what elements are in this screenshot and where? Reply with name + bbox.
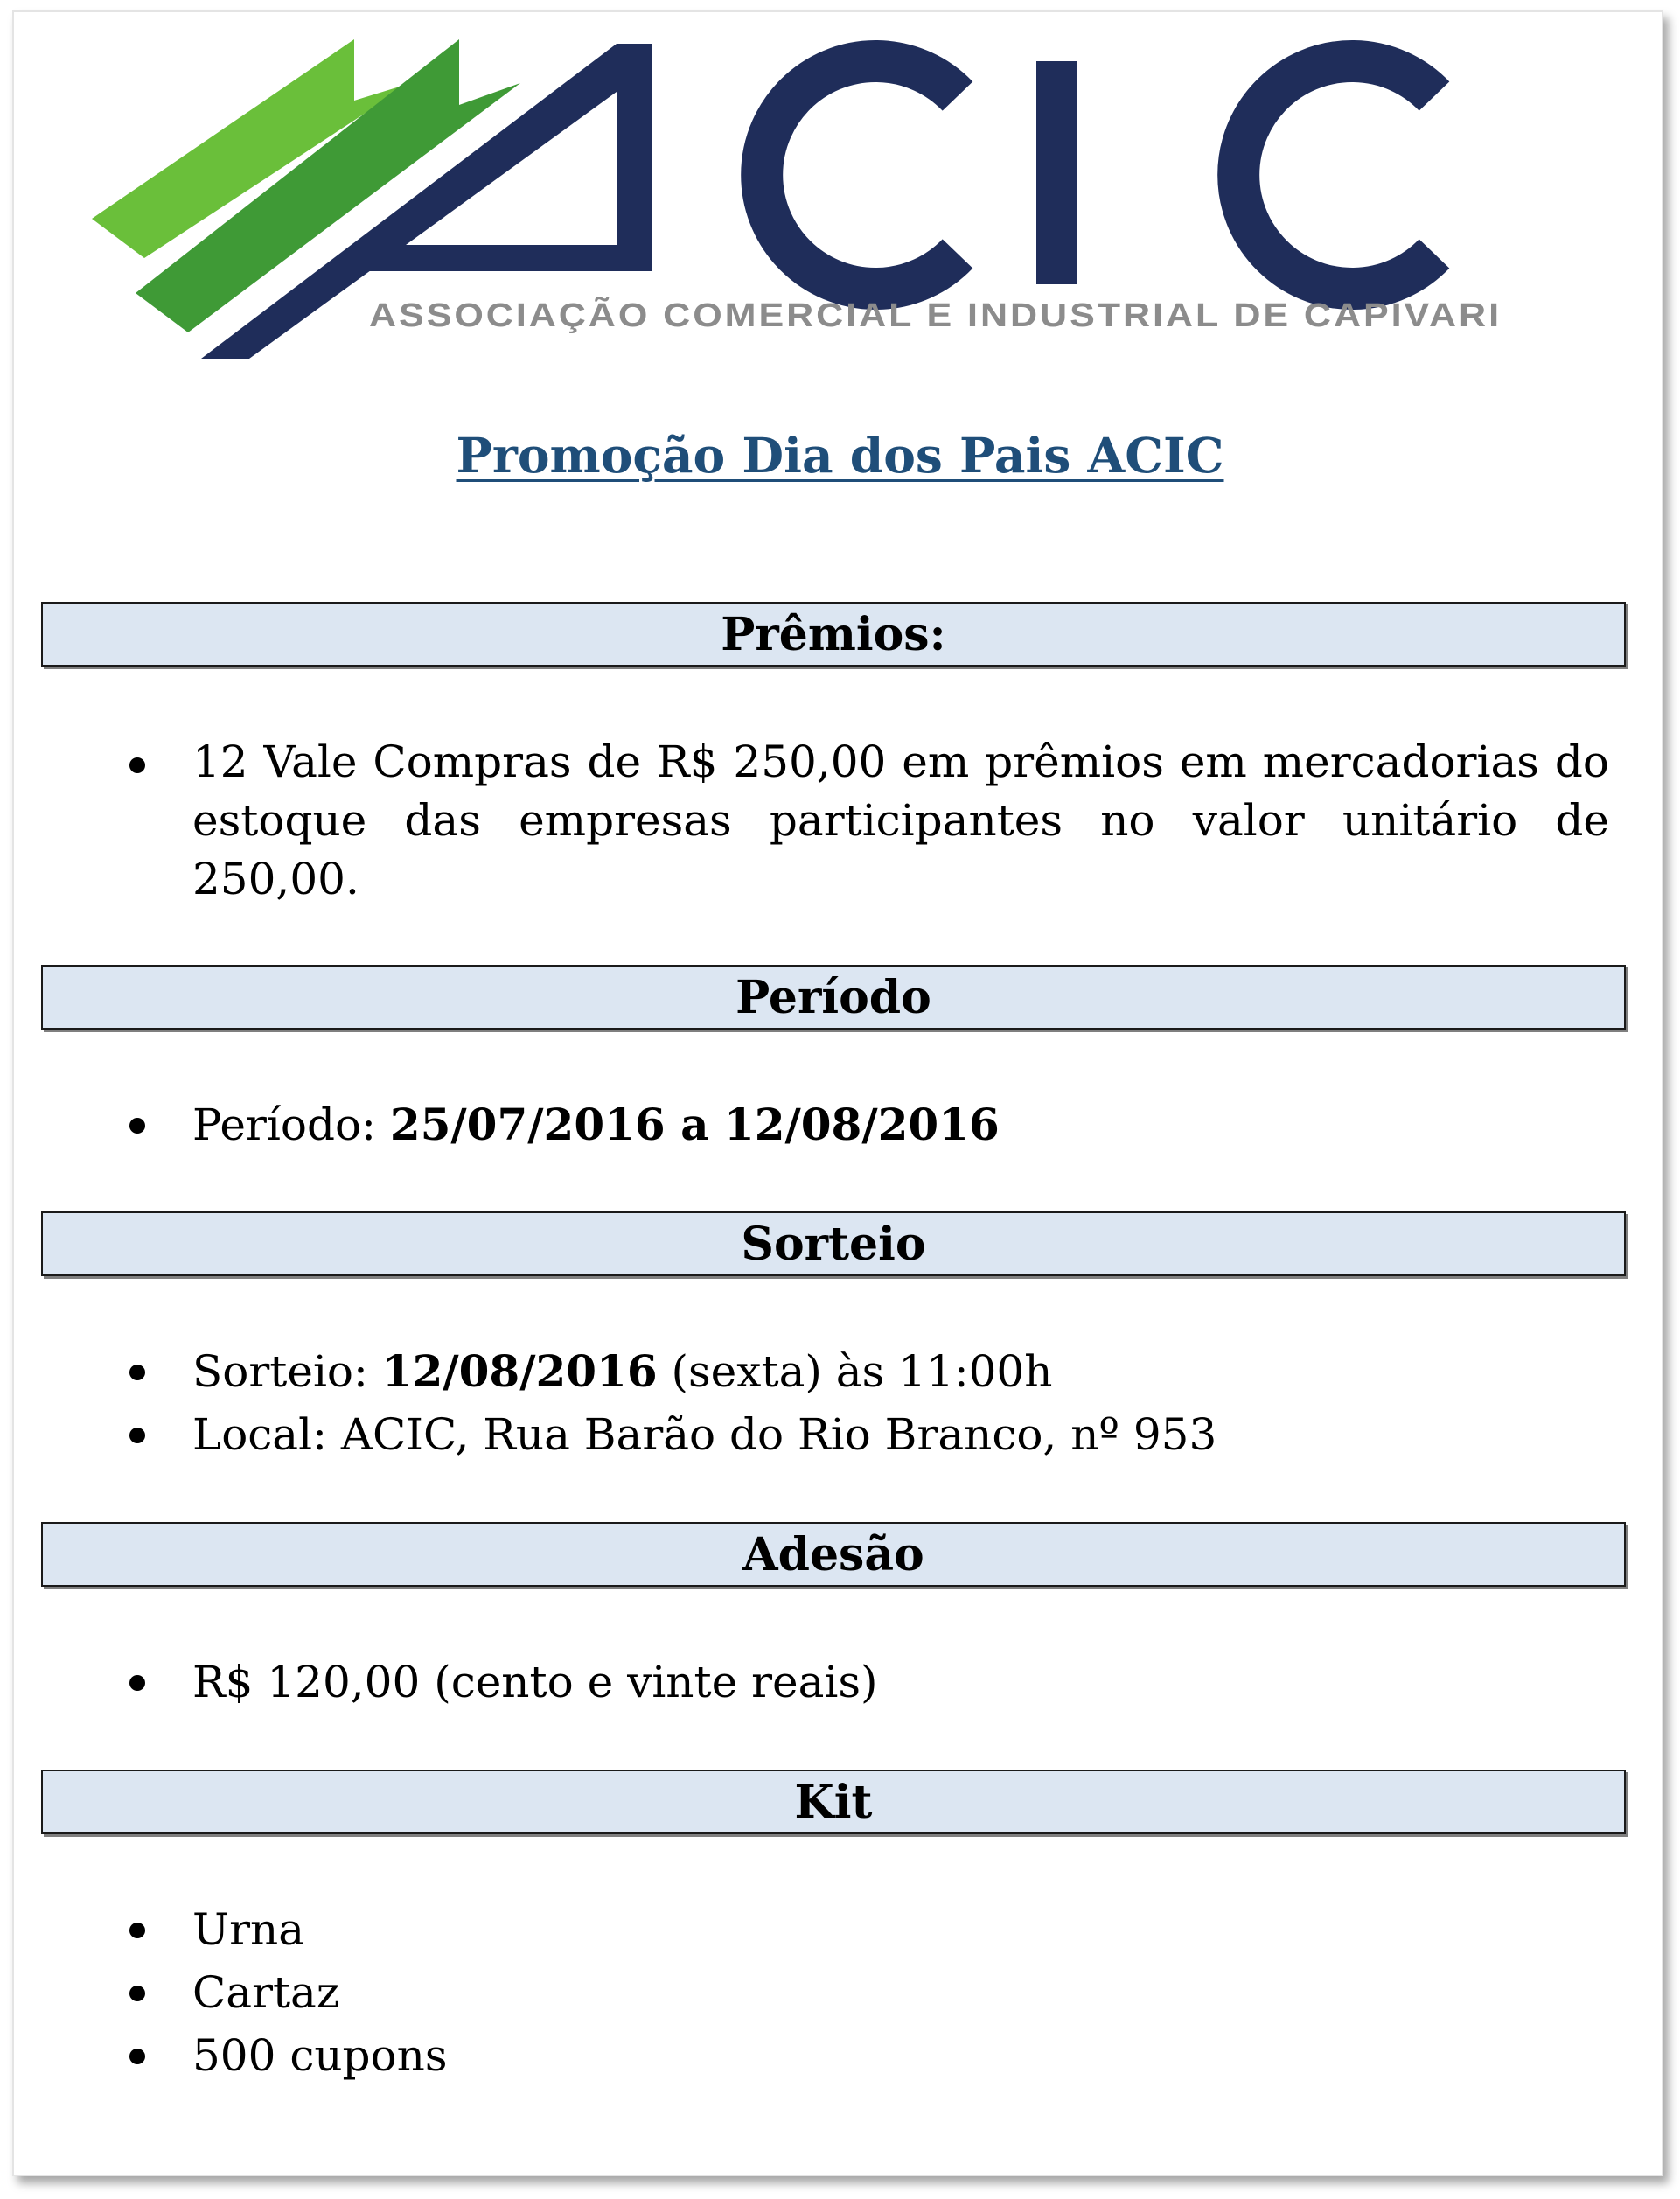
- premios-list: [0, 733, 1609, 909]
- bullet-icon: [129, 1365, 145, 1380]
- section-header-sorteio: Sorteio: [41, 1211, 1626, 1276]
- sorteio-local: Local: ACIC, Rua Barão do Rio Branco, nº 953: [192, 1409, 1217, 1460]
- list-item: [0, 2024, 448, 2087]
- list-item: [0, 1403, 1216, 1466]
- bullet-icon: [129, 1675, 145, 1691]
- sorteio-date: 12/08/2016: [381, 1345, 658, 1397]
- logo-subtitle: ASSOCIAÇÃO COMERCIAL E INDUSTRIAL DE CAPIVARI: [369, 297, 1370, 334]
- periodo-list: [0, 1093, 1000, 1156]
- kit-list: [0, 1898, 448, 2087]
- list-item: [0, 733, 1609, 909]
- bullet-icon: [129, 1923, 145, 1938]
- kit-item-text: Urna: [192, 1904, 305, 1955]
- bullet-icon: [129, 757, 145, 773]
- periodo-value: 25/07/2016 a 12/08/2016: [389, 1099, 1000, 1150]
- section-header-periodo: Período: [41, 965, 1626, 1030]
- periodo-label: Período:: [192, 1100, 390, 1150]
- adesao-item-text: R$ 120,00 (cento e vinte reais): [192, 1657, 878, 1707]
- bullet-icon: [129, 1118, 145, 1134]
- kit-item-text: Cartaz: [192, 1967, 340, 2018]
- section-header-premios: Prêmios:: [41, 602, 1626, 667]
- section-header-adesao: Adesão: [41, 1522, 1626, 1587]
- list-item: [0, 1651, 878, 1714]
- list-item: [0, 1340, 1216, 1403]
- bullet-icon: [129, 1428, 145, 1443]
- section-header-kit: Kit: [41, 1770, 1626, 1834]
- page-title: Promoção Dia dos Pais ACIC: [456, 427, 1224, 484]
- list-item: [0, 1961, 448, 2024]
- kit-item-text: 500 cupons: [192, 2030, 448, 2081]
- sorteio-label: Sorteio:: [192, 1346, 382, 1397]
- acic-logo: [92, 35, 1526, 367]
- sorteio-list: [0, 1340, 1216, 1466]
- list-item: [0, 1093, 1000, 1156]
- sorteio-time: (sexta) às 11:00h: [657, 1346, 1053, 1397]
- premios-item-text: 12 Vale Compras de R$ 250,00 em prêmios em mercadorias do estoque das empresas participantes no valor unitário de 250,00.: [192, 736, 1609, 904]
- adesao-list: [0, 1651, 878, 1714]
- list-item: [0, 1898, 448, 1961]
- bullet-icon: [129, 1986, 145, 2001]
- bullet-icon: [129, 2049, 145, 2064]
